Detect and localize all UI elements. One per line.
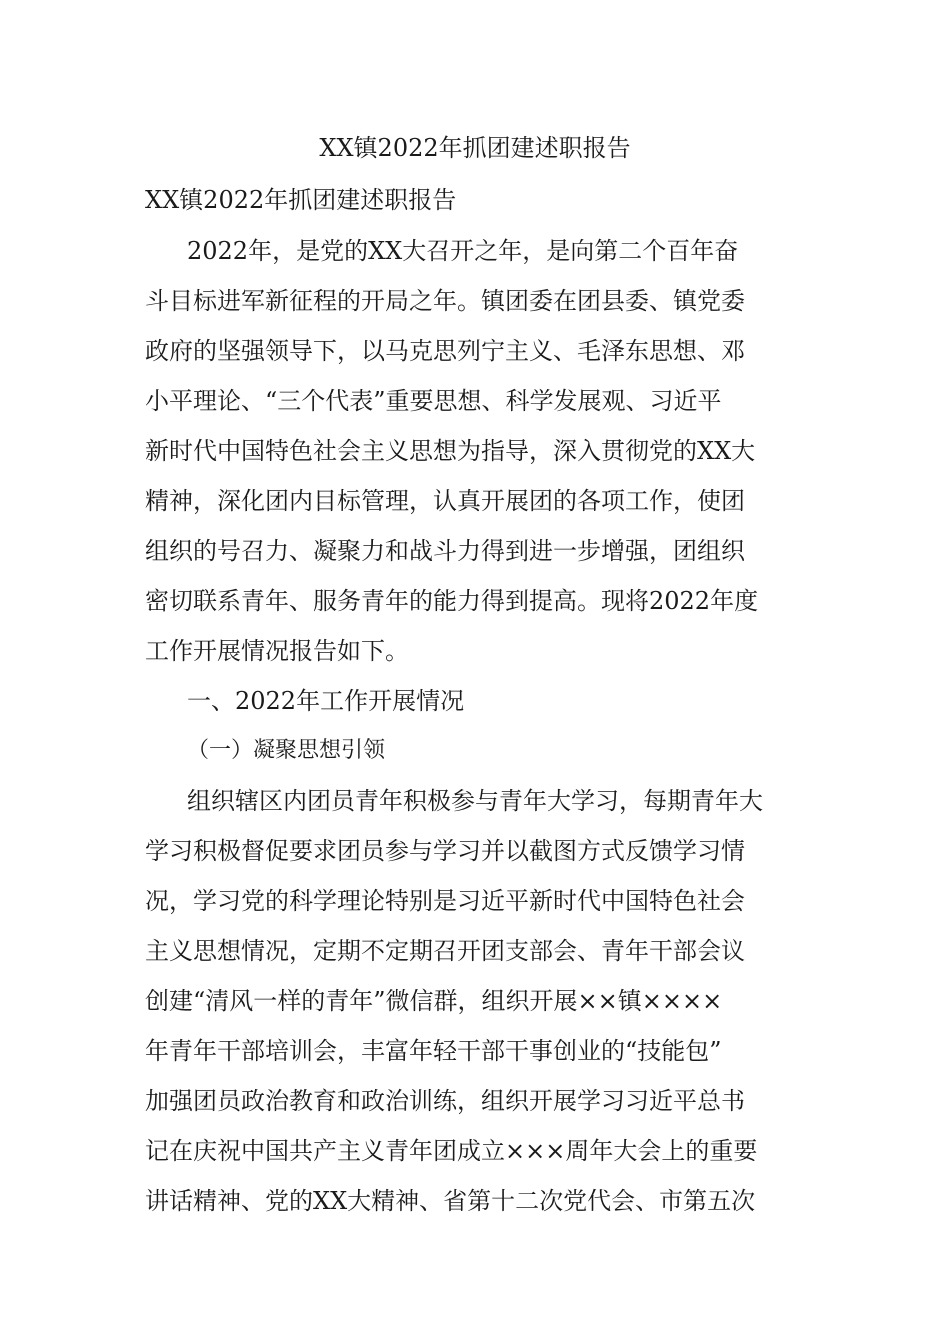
section-heading: 一、2022年工作开展情况 xyxy=(187,687,465,715)
subsection-heading-block xyxy=(145,726,825,776)
paragraph-line: 记在庆祝中国共产主义青年团成立×××周年大会上的重要 xyxy=(145,1137,758,1165)
paragraph-line: 工作开展情况报告如下。 xyxy=(145,637,409,665)
paragraph-line: 斗目标进军新征程的开局之年。镇团委在团县委、镇党委 xyxy=(145,287,745,315)
intro-paragraph xyxy=(145,226,825,676)
paragraph-line: 年青年干部培训会，丰富年轻干部干事创业的“技能包” xyxy=(145,1037,722,1065)
paragraph-line: 况，学习党的科学理论特别是习近平新时代中国特色社会 xyxy=(145,887,745,915)
paragraph-line: 组织辖区内团员青年积极参与青年大学习，每期青年大 xyxy=(187,787,763,815)
paragraph-line: 政府的坚强领导下，以马克思列宁主义、毛泽东思想、邓 xyxy=(145,337,745,365)
document-title: XX镇2022年抓团建述职报告 xyxy=(319,134,631,162)
paragraph-line: 讲话精神、党的XX大精神、省第十二次党代会、市第五次 xyxy=(145,1187,756,1215)
paragraph-line: 精神，深化团内目标管理，认真开展团的各项工作，使团 xyxy=(145,487,745,515)
paragraph-line: 小平理论、“三个代表”重要思想、科学发展观、习近平 xyxy=(145,387,722,415)
paragraph-line: 学习积极督促要求团员参与学习并以截图方式反馈学习情 xyxy=(145,837,745,865)
subsection-heading: （一）凝聚思想引领 xyxy=(187,738,386,763)
subsection-paragraph xyxy=(145,776,825,1226)
paragraph-line: 创建“清风一样的青年”微信群，组织开展××镇×××× xyxy=(145,987,723,1015)
document-subtitle: XX镇2022年抓团建述职报告 xyxy=(145,186,457,214)
paragraph-line: 新时代中国特色社会主义思想为指导，深入贯彻党的XX大 xyxy=(145,437,756,465)
paragraph-line: 密切联系青年、服务青年的能力得到提高。现将2022年度 xyxy=(145,587,759,615)
paragraph-line: 加强团员政治教育和政治训练，组织开展学习习近平总书 xyxy=(145,1087,745,1115)
paragraph-line: 组织的号召力、凝聚力和战斗力得到进一步增强，团组织 xyxy=(145,537,745,565)
paragraph-line: 主义思想情况，定期不定期召开团支部会、青年干部会议 xyxy=(145,937,745,965)
paragraph-line: 2022年，是党的XX大召开之年，是向第二个百年奋 xyxy=(187,237,739,265)
section-heading-block xyxy=(145,676,825,726)
